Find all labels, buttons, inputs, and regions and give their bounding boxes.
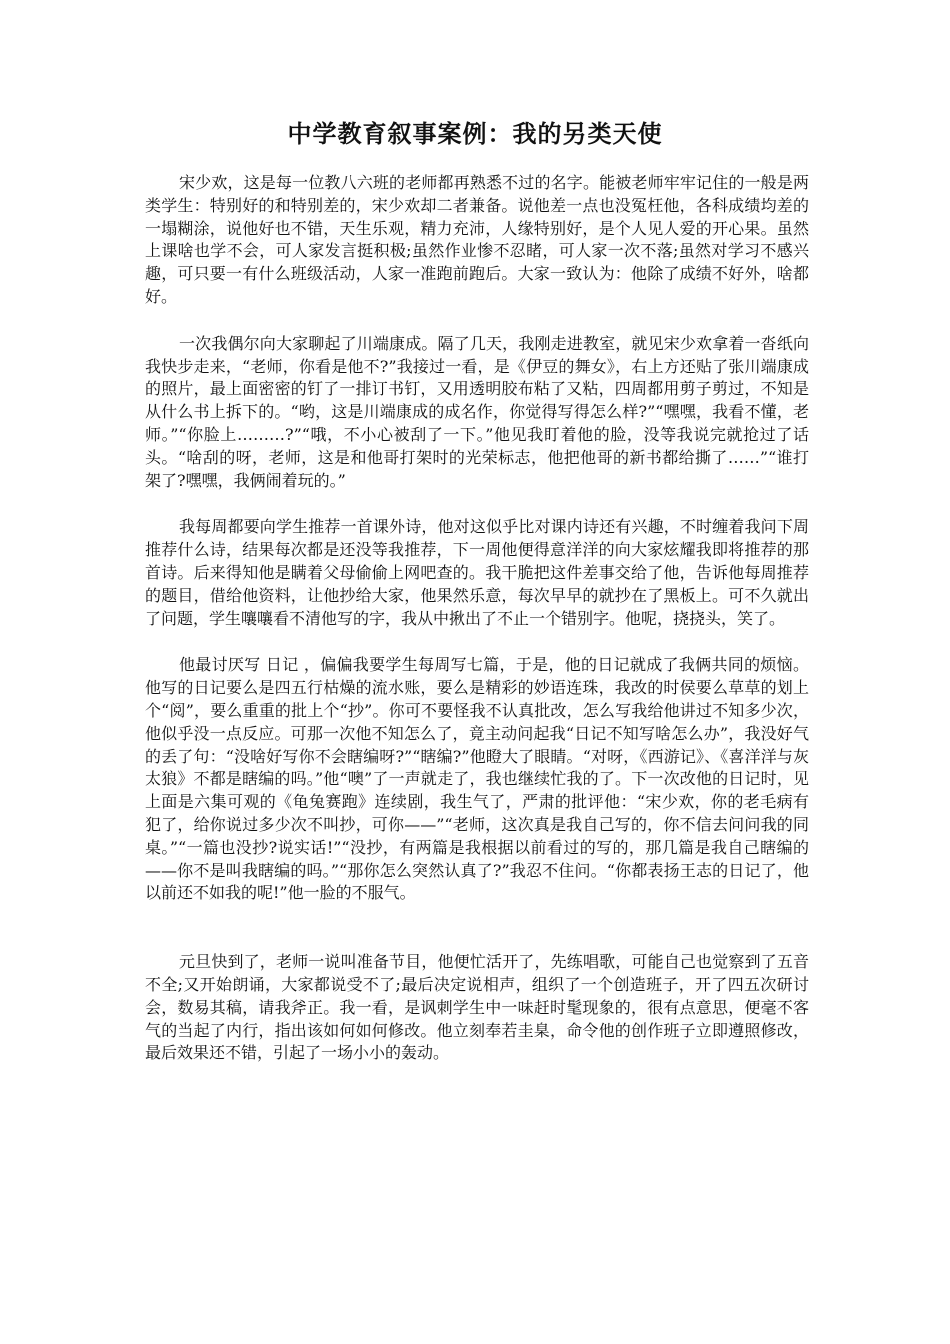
paragraph-3: 我每周都要向学生推荐一首课外诗，他对这似乎比对课内诗还有兴趣，不时缠着我问下周推荐什么诗，结果每次都是还没等我推荐，下一周他便得意洋洋的向大家炫耀我即将推荐的那首诗。后来得知他是瞒着父母偷偷上网吧查的。我干脆把这件差事交给了他，告诉他每周推荐的题目，借给他资料，让他抄给大家，他果然乐意，每次早早的就抄在了黑板上。可不久就出了问题，学生嚷嚷看不清他写的字，我从中揪出了不止一个错别字。他呢，挠挠头，笑了。 bbox=[145, 517, 809, 628]
paragraph-4: 他最讨厌写 日记 ，偏偏我要学生每周写七篇，于是，他的日记就成了我俩共同的烦恼。他写的日记要么是四五行枯燥的流水账，要么是精彩的妙语连珠，我改的时侯要么草草的划上个“阅”，要么重重的批上个“抄”。你可不要怪我不认真批改，怎么写我给他讲过不知多少次，他似乎没一点反应。可那一次他不知怎么了，竟主动问起我“日记不知写啥怎么办”，我没好气的丢了句：“没啥好写你不会瞎编呀?”“瞎编?”他瞪大了眼睛。“对呀，《西游记》、《喜洋洋与灰太狼》不都是瞎编的吗。”他“噢”了一声就走了，我也继续忙我的了。下一次改他的日记时，见上面是六集可观的《龟兔赛跑》连续剧，我生气了，严肃的批评他：“宋少欢，你的老毛病有犯了，给你说过多少次不叫抄，可你——”“老师，这次真是我自己写的，你不信去问问我的同桌。”“一篇也没抄?说实话!”“没抄，有两篇是我根据以前看过的写的，那几篇是我自己瞎编的——你不是叫我瞎编的吗。”“那你怎么突然认真了?”我忍不住问。“你都表扬王志的日记了，他以前还不如我的呢!”他一脸的不服气。 bbox=[145, 655, 809, 903]
paragraph-spacer bbox=[145, 928, 809, 951]
paragraph-1: 宋少欢，这是每一位教八六班的老师都再熟悉不过的名字。能被老师牢牢记住的一般是两类学生：特别好的和特别差的，宋少欢却二者兼备。说他差一点也没冤枉他，各科成绩均差的一塌糊涂，说他好也不错，天生乐观，精力充沛，人缘特别好，是个人见人爱的开心果。虽然上课啥也学不会，可人家发言挺积极;虽然作业惨不忍睹，可人家一次不落;虽然对学习不感兴趣，可只要一有什么班级活动，人家一准跑前跑后。大家一致认为：他除了成绩不好外，啥都好。 bbox=[145, 173, 809, 306]
paragraph-spacer bbox=[145, 492, 809, 516]
paragraph-2: 一次我偶尔向大家聊起了川端康成。隔了几天，我刚走进教室，就见宋少欢拿着一沓纸向我快步走来，“老师，你看是他不?”我接过一看，是《伊豆的舞女》，右上方还贴了张川端康成的照片，最上面密密的钉了一排订书钉，又用透明胶布粘了又粘，四周都用剪子剪过，不知是从什么书上拆下的。“哟，这是川端康成的成名作，你觉得写得怎么样?”“嘿嘿，我看不懂，老师。”“你脸上………?”“哦，不小心被刮了一下。”他见我盯着他的脸，没等我说完就抢过了话头。“啥刮的呀，老师，这是和他哥打架时的光荣标志，他把他哥的新书都给撕了……”“谁打架了?嘿嘿，我俩闹着玩的。” bbox=[145, 333, 809, 490]
paragraph-spacer bbox=[145, 905, 809, 928]
paragraph-spacer bbox=[145, 630, 809, 654]
paragraph-spacer bbox=[145, 309, 809, 333]
paragraph-5: 元旦快到了，老师一说叫准备节目，他便忙活开了，先练唱歌，可能自己也觉察到了五音不全;又开始朗诵，大家都说受不了;最后决定说相声，组织了一个创造班子，开了四五次研讨会，数易其稿，请我斧正。我一看，是讽刺学生中一味赶时髦现象的，很有点意思，便毫不客气的当起了内行，指出该如何如何修改。他立刻奉若圭臬，命令他的创作班子立即遵照修改，最后效果还不错，引起了一场小小的轰动。 bbox=[145, 952, 809, 1063]
document-title: 中学教育叙事案例：我的另类天使 bbox=[287, 119, 663, 148]
document-body bbox=[145, 172, 809, 1065]
